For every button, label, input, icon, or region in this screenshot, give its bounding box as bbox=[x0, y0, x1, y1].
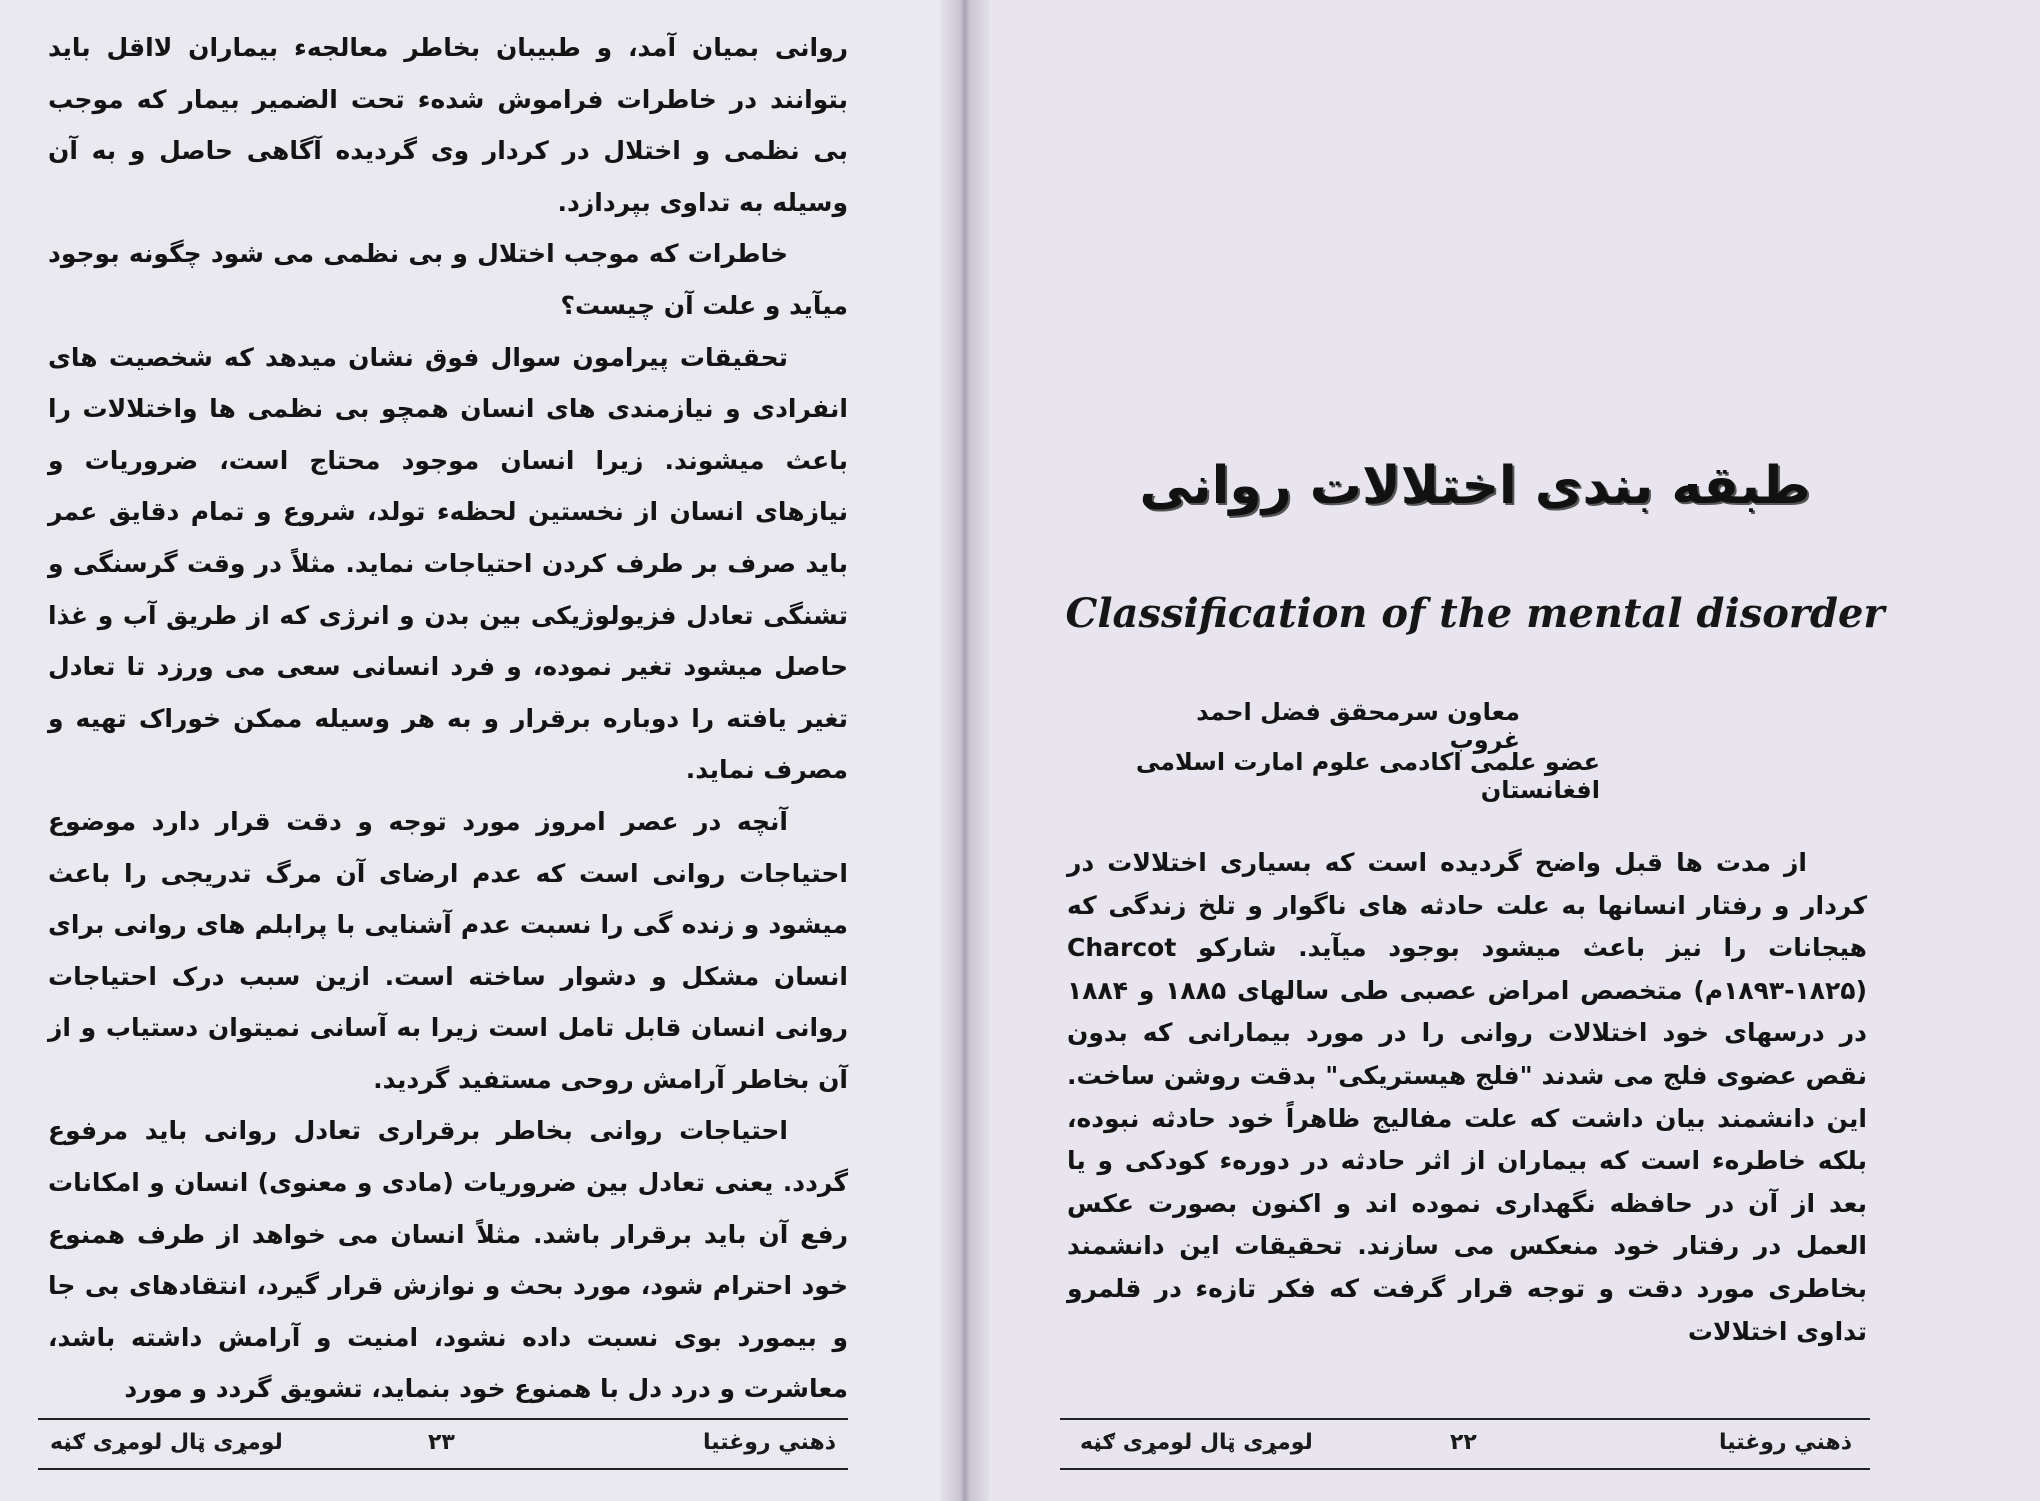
book-gutter bbox=[940, 0, 990, 1501]
left-page-footer bbox=[38, 1418, 848, 1478]
right-page-body bbox=[1067, 842, 1867, 1353]
article-title-english: Classification of the mental disorder bbox=[1065, 590, 1885, 637]
left-paragraph-2: خاطرات که موجب اختلال و بی نظمی می شود چگونه بوجود میآید و علت آن چیست؟ bbox=[48, 239, 848, 320]
footer-section-name: ذهني روغتيا bbox=[1718, 1430, 1852, 1455]
footer-rule-bottom bbox=[38, 1468, 848, 1470]
left-paragraph-5: احتیاجات روانی بخاطر برقراری تعادل روانی باید مرفوع گردد. یعنی تعادل بین ضروریات (مادی و معنوی) انسان و امکانات رفع آن باید برقرار باشد. مثلاً انسان می خواهد از طرف همنوع خود احترام شود، مورد بحث و نوازش قرار گیرد، انتقادهای بی جا و بیمورد بوی نسبت داده نشود، امنیت و آرامش داشته باشد، معاشرت و درد دل با همنوع خود بنماید، تشویق گردد و مورد bbox=[48, 1116, 848, 1404]
page-number: ۲۳ bbox=[428, 1430, 455, 1455]
left-page-body bbox=[48, 22, 848, 1415]
footer-journal-title: لومړی ټال لومړی ګڼه bbox=[1080, 1430, 1313, 1455]
article-title-persian: طبقه بندی اختلالات روانی bbox=[1139, 456, 1811, 516]
left-paragraph-4: آنچه در عصر امروز مورد توجه و دقت قرار دارد موضوع احتیاجات روانی است که عدم ارضای آن مرگ تدریجی را باعث میشود و زنده گی را نسبت عدم آشنایی با پرابلم های روانی برای انسان مشکل و دشوار ساخته است. ازین سبب درک احتیاجات روانی انسان قابل تامل است زیرا به آسانی نمیتوان دستیاب و از آن بخاطر آرامش روحی مستفید گردید. bbox=[48, 806, 848, 1094]
left-paragraph-1: روانی بمیان آمد، و طبیبان بخاطر معالجهء بیماران لااقل باید بتوانند در خاطرات فراموش شدهء تحت الضمیر بیمار که موجب بی نظمی و اختلال در کردار وی گردیده آگاهی حاصل و به آن وسیله به تداوی بپردازد. bbox=[48, 33, 848, 217]
footer-rule-top bbox=[38, 1418, 848, 1420]
page-number: ۲۲ bbox=[1450, 1430, 1477, 1455]
left-page bbox=[0, 0, 960, 1501]
footer-rule-bottom bbox=[1060, 1468, 1870, 1470]
author-affiliation: عضو علمی اکادمی علوم امارت اسلامی افغانستان bbox=[1135, 748, 1600, 804]
right-paragraph-1: از مدت ها قبل واضح گردیده است که بسیاری اختلالات در کردار و رفتار انسانها به علت حادثه های ناگوار و تلخ زندگی که هیجانات را نیز باعث میشود بوجود میآید. شارکو Charcot (۱۸۹۳-۱۸۲۵م) متخصص امراض عصبی طی سالهای ۱۸۸۵ و ۱۸۸۴ در درسهای خود اختلالات روانی را در مورد بیمارانی که بدون نقص عضوی فلج می شدند "فلج هیستریکی" بدقت روشن ساخت. این دانشمند بیان داشت که علت مفالیج ظاهراً خود حادثه نبوده، بلکه خاطرهء است که بیماران از اثر حادثه در دورهء کودکی و یا بعد از آن در حافظه نگهداری نموده اند و اکنون بصورت عکس العمل در رفتار خود منعکس می سازند. تحقیقات این دانشمند بخاطری مورد دقت و توجه قرار گرفت که فکر تازهء در قلمرو تداوی اختلالات bbox=[1067, 848, 1867, 1346]
footer-section-name: ذهني روغتيا bbox=[702, 1430, 836, 1455]
left-paragraph-3: تحقیقات پیرامون سوال فوق نشان میدهد که شخصیت های انفرادی و نیازمندی های انسان همچو بی نظمی ها واختلالات را باعث میشوند. زیرا انسان موجود محتاج است، ضروریات و نیازهای انسان از نخستین لحظهء تولد، شروع و تمام دقایق عمر باید صرف بر طرف کردن احتیاجات نماید. مثلاً در وقت گرسنگی و تشنگی تعادل فزیولوژیکی بین بدن و انرژی که از طریق آب و غذا حاصل میشود تغیر نموده، و فرد انسانی سعی می ورزد تا تعادل تغیر یافته را دوباره برقرار و به هر وسیله ممکن خوراک تهیه و مصرف نماید. bbox=[48, 342, 848, 785]
footer-journal-title: لومړی ټال لومړی ګڼه bbox=[50, 1430, 283, 1455]
footer-rule-top bbox=[1060, 1418, 1870, 1420]
right-page-footer bbox=[1060, 1418, 1870, 1478]
author-name: معاون سرمحقق فضل احمد غروب bbox=[1196, 698, 1520, 754]
